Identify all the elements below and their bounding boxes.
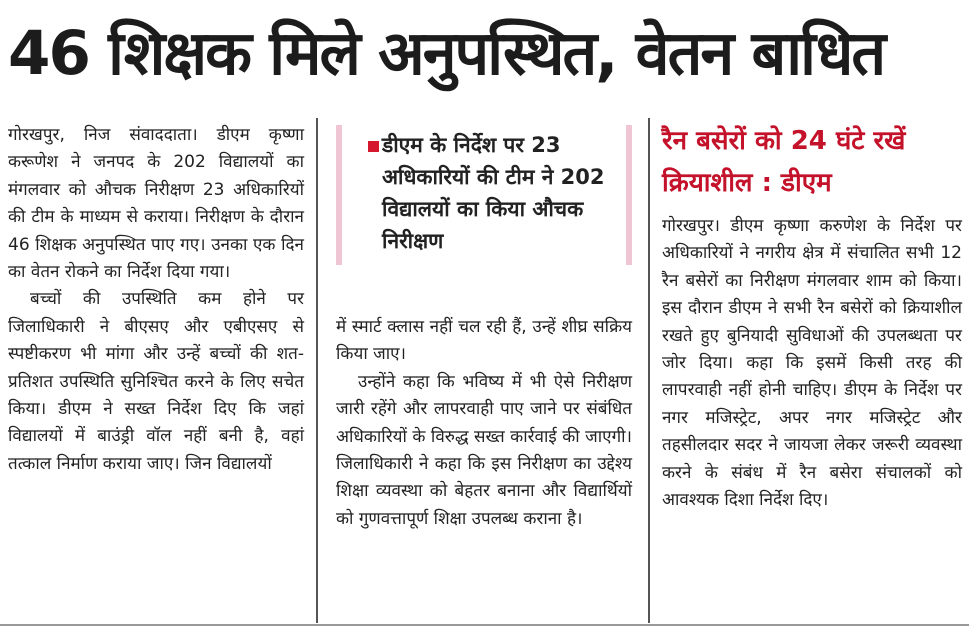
article-column-1 — [8, 122, 304, 478]
pull-quote-text: डीएम के निर्देश पर 23 अधिकारियों की टीम ने 202 विद्यालयों का किया औचक निरीक्षण — [382, 133, 605, 253]
column-divider — [648, 118, 650, 623]
sidebar-article — [662, 213, 962, 514]
paragraph: में स्मार्ट क्लास नहीं चल रही हैं, उन्हें शीघ्र सक्रिय किया जाए। — [336, 317, 632, 365]
paragraph: गोरखपुर, निज संवाददाता। डीएम कृष्णा करूणेश ने जनपद के 202 विद्यालयों का मंगलवार को औचक निरीक्षण 23 अधिकारियों की टीम के माध्यम से कराया। निरीक्षण के दौरान 46 शिक्षक अनुपस्थित पाए गए। उनका एक दिन का वेतन रोकने का निर्देश दिया गया। — [8, 125, 304, 283]
sidebar-headline: रैन बसेरों को 24 घंटे रखें क्रियाशील : डीएम — [662, 126, 906, 198]
article-column-2 — [336, 314, 632, 533]
paragraph: बच्चों की उपस्थिति कम होने पर जिलाधिकारी ने बीएसए और एबीएसए से स्पष्टीकरण भी मांगा और उन्हें बच्चों की शत-प्रतिशत उपस्थिति सुनिश्चित करने के लिए सचेत किया। डीएम ने सख्त निर्देश दिए कि जहां विद्यालयों में बाउंड्री वॉल नहीं बनी है, वहां तत्काल निर्माण कराया जाए। जिन विद्यालयों — [8, 289, 304, 474]
pull-quote-box — [336, 125, 632, 265]
headline: 46 शिक्षक मिले अनुपस्थित, वेतन बाधित — [8, 18, 885, 89]
paragraph: गोरखपुर। डीएम कृष्णा करुणेश के निर्देश पर अधिकारियों ने नगरीय क्षेत्र में संचालित सभी 12 रैन बसेरों का निरीक्षण मंगलवार शाम को किया। इस दौरान डीएम ने सभी रैन बसेरों को क्रियाशील रखते हुए बुनियादी सुविधाओं की उपलब्धता पर जोर दिया। कहा कि इसमें किसी तरह की लापरवाही नहीं होनी चाहिए। डीएम के निर्देश पर नगर मजिस्ट्रेट, अपर नगर मजिस्ट्रेट और तहसीलदार सदर ने जायजा लेकर जरूरी व्यवस्था करने के संबंध में रैन बसेरा संचालकों को आवश्यक दिशा निर्देश दिए। — [662, 216, 962, 511]
paragraph: उन्होंने कहा कि भविष्य में भी ऐसे निरीक्षण जारी रहेंगे और लापरवाही पाए जाने पर संबंधित अधिकारियों के विरुद्ध सख्त कार्रवाई की जाएगी। जिलाधिकारी ने कहा कि इस निरीक्षण का उद्देश्य शिक्षा व्यवस्था को बेहतर बनाना और विद्यार्थियों को गुणवत्तापूर्ण शिक्षा उपलब्ध कराना है। — [336, 371, 632, 529]
bullet-square-icon — [368, 141, 379, 152]
bottom-divider — [0, 624, 969, 626]
column-divider — [316, 118, 318, 623]
